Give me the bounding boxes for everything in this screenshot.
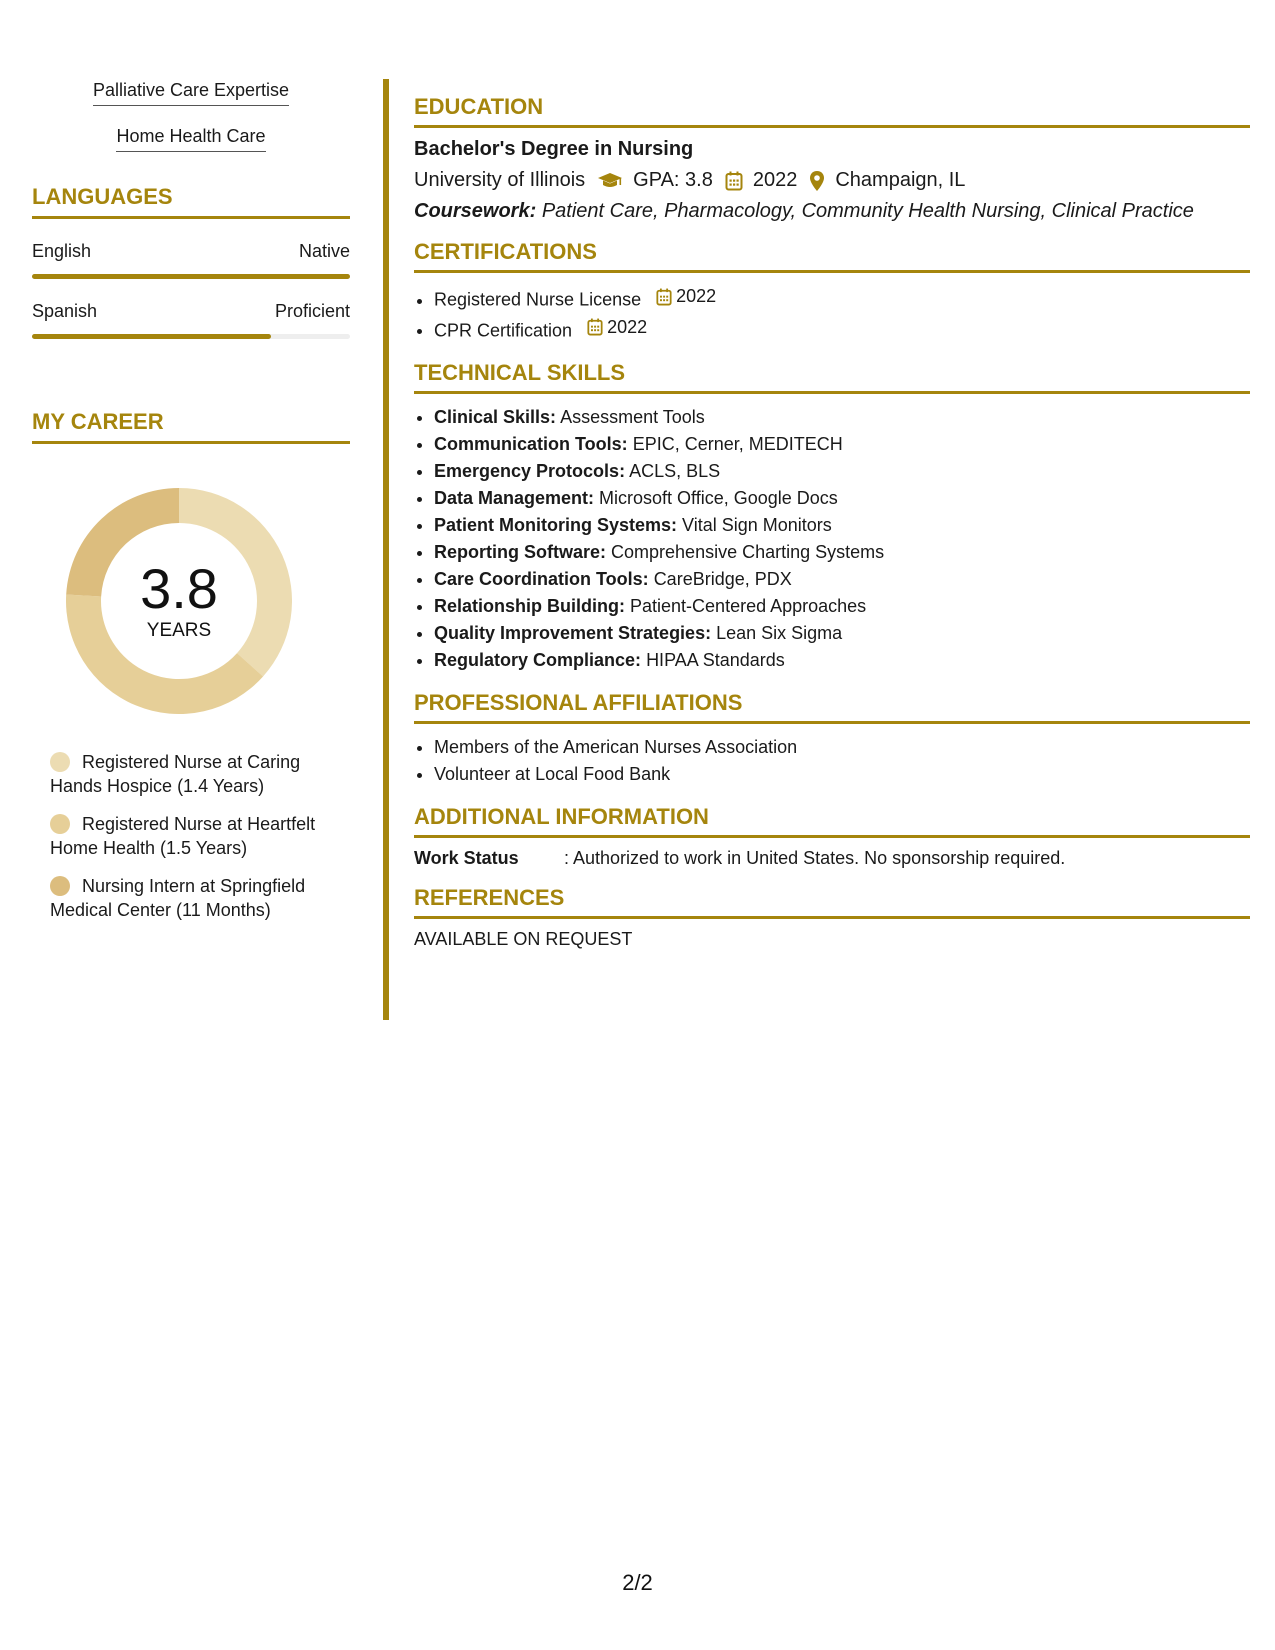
skill-value: EPIC, Cerner, MEDITECH (632, 434, 843, 454)
degree-name: Bachelor's Degree in Nursing (414, 138, 694, 160)
skill-label: Clinical Skills: (434, 407, 557, 427)
language-row (32, 241, 350, 279)
legend-item (50, 750, 330, 798)
additional-info-title: ADDITIONAL INFORMATION (414, 804, 1250, 838)
affiliations-list (414, 734, 1250, 788)
skill-tag-label: Palliative Care Expertise (93, 80, 289, 106)
school-location: Champaign, IL (835, 169, 966, 191)
coursework (414, 200, 1250, 223)
graduation-cap-icon (597, 172, 623, 190)
references-text: AVAILABLE ON REQUEST (414, 929, 633, 949)
certification-name: Registered Nurse License (434, 289, 642, 310)
education-section (414, 94, 1250, 223)
work-status-row (414, 848, 1250, 869)
skill-item (434, 539, 1250, 566)
skill-value: Assessment Tools (560, 407, 705, 427)
calendar-icon (656, 288, 672, 306)
technical-skills-title: TECHNICAL SKILLS (414, 360, 1250, 394)
skill-tag (32, 80, 350, 106)
skill-label: Care Coordination Tools: (434, 569, 649, 589)
skill-value: Patient-Centered Approaches (630, 596, 867, 616)
calendar-icon (725, 171, 743, 191)
skill-value: HIPAA Standards (646, 650, 785, 670)
skill-label: Quality Improvement Strategies: (434, 623, 712, 643)
skill-label: Relationship Building: (434, 596, 625, 616)
languages-title: LANGUAGES (32, 184, 350, 219)
calendar-icon (587, 318, 603, 336)
graduation-year: 2022 (752, 169, 798, 191)
career-section (32, 409, 350, 922)
certification-year: 2022 (607, 316, 648, 337)
language-name: Spanish (32, 301, 98, 321)
language-bar-track (32, 334, 350, 339)
languages-section (32, 184, 350, 339)
career-title: MY CAREER (32, 409, 350, 444)
coursework-text: Patient Care, Pharmacology, Community Health Nursing, Clinical Practice (541, 200, 1194, 222)
affiliations-title: PROFESSIONAL AFFILIATIONS (414, 690, 1250, 724)
education-meta (414, 169, 1250, 192)
career-total-unit: YEARS (146, 620, 212, 641)
skill-value: Lean Six Sigma (716, 623, 843, 643)
skill-label: Regulatory Compliance: (434, 650, 642, 670)
technical-skills-list (414, 404, 1250, 674)
skill-item (434, 512, 1250, 539)
references-title: REFERENCES (414, 885, 1250, 919)
technical-skills-section (414, 360, 1250, 674)
coursework-label: Coursework: (414, 200, 537, 222)
language-bar-track (32, 274, 350, 279)
skill-label: Patient Monitoring Systems: (434, 515, 678, 535)
certifications-list (414, 283, 1250, 344)
language-bar-fill (32, 334, 271, 339)
language-level: Native (298, 241, 350, 261)
skill-value: CareBridge, PDX (653, 569, 792, 589)
legend-label: Registered Nurse at Caring Hands Hospice (1.4 Years) (50, 752, 301, 796)
language-row (32, 301, 350, 339)
legend-dot-icon (50, 752, 70, 772)
education-title: EDUCATION (414, 94, 1250, 128)
legend-item (50, 812, 330, 860)
certifications-title: CERTIFICATIONS (414, 239, 1250, 273)
language-level: Proficient (274, 301, 350, 321)
skill-item (434, 620, 1250, 647)
skill-item (434, 485, 1250, 512)
location-pin-icon (809, 170, 825, 192)
left-column (32, 80, 350, 936)
legend-dot-icon (50, 814, 70, 834)
legend-label: Nursing Intern at Springfield Medical Center (11 Months) (50, 876, 306, 920)
career-legend (50, 750, 330, 922)
certification-name: CPR Certification (434, 320, 573, 340)
certification-year: 2022 (676, 286, 717, 306)
skill-item (434, 566, 1250, 593)
legend-item (50, 874, 330, 922)
certification-item (434, 283, 1250, 314)
legend-dot-icon (50, 876, 70, 896)
skill-tag-label: Home Health Care (116, 126, 265, 152)
skill-label: Data Management: (434, 488, 595, 508)
skill-tags (32, 80, 350, 152)
certifications-section (414, 239, 1250, 344)
skill-value: Comprehensive Charting Systems (611, 542, 885, 562)
certification-item (434, 314, 1250, 345)
column-divider (383, 79, 389, 1020)
skill-item (434, 458, 1250, 485)
affiliation-item: • Members of the American Nurses Association (434, 734, 1250, 761)
skill-tag (32, 126, 350, 152)
gpa: GPA: 3.8 (633, 169, 713, 191)
work-status-value: : Authorized to work in United States. No sponsorship required. (564, 848, 1066, 868)
affiliation-item: • Volunteer at Local Food Bank (434, 761, 1250, 788)
career-total-value: 3.8 (140, 557, 218, 620)
skill-label: Communication Tools: (434, 434, 628, 454)
affiliations-section (414, 690, 1250, 788)
skill-item (434, 404, 1250, 431)
skill-item (434, 431, 1250, 458)
work-status-label: Work Status (414, 848, 519, 868)
legend-label: Registered Nurse at Heartfelt Home Health (1.5 Years) (50, 814, 316, 858)
page-number: 2/2 (622, 1570, 653, 1595)
references-section (414, 885, 1250, 950)
skill-item (434, 647, 1250, 674)
skill-label: Emergency Protocols: (434, 461, 626, 481)
additional-info-section (414, 804, 1250, 869)
language-bar-fill (32, 274, 350, 279)
school-name: University of Illinois (414, 169, 586, 191)
donut-center (66, 488, 292, 714)
career-donut-chart (66, 488, 292, 714)
skill-item (434, 593, 1250, 620)
skill-value: ACLS, BLS (629, 461, 721, 481)
right-column (414, 94, 1250, 966)
skill-value: Vital Sign Monitors (682, 515, 832, 535)
skill-value: Microsoft Office, Google Docs (599, 488, 838, 508)
skill-label: Reporting Software: (434, 542, 607, 562)
language-name: English (32, 241, 92, 261)
